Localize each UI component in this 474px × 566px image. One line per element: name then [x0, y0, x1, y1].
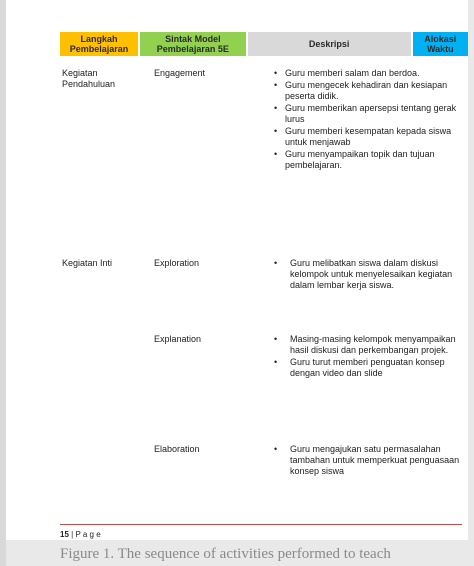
page-label: | P a g e: [71, 530, 101, 539]
figure-caption: Figure 1. The sequence of activities performed to teach: [60, 546, 391, 562]
lesson-table: [60, 32, 468, 476]
header-langkah: Langkah Pembelajaran: [60, 32, 138, 56]
list-item: • Guru memberi salam dan berdoa.: [274, 68, 464, 79]
row-description: [274, 258, 464, 292]
table-row: [60, 444, 468, 514]
row-phase: Explanation: [154, 334, 202, 344]
list-item: • Guru mengecek kehadiran dan kesiapan peserta didik.: [274, 80, 464, 102]
footer-divider: [60, 524, 462, 525]
row-description: [274, 444, 464, 478]
list-item: • Guru menyampaikan topik dan tujuan pembelajaran.: [274, 149, 464, 171]
page-number: 15: [60, 530, 69, 539]
table-row: [60, 258, 468, 328]
page-footer: [60, 530, 101, 539]
list-item: • Guru memberi kesempatan kepada siswa untuk menjawab: [274, 126, 464, 148]
row-step: Kegiatan Inti: [62, 258, 113, 268]
row-phase: Elaboration: [154, 444, 200, 454]
row-description: [274, 68, 464, 172]
row-phase: Exploration: [154, 258, 200, 268]
header-deskripsi: Deskripsi: [248, 32, 411, 56]
header-alokasi: Alokasi Waktu: [413, 32, 468, 56]
list-item: • Guru mengajukan satu permasalahan tambahan untuk memperkuat penguasaan konsep siswa: [274, 444, 464, 477]
table-header: [60, 32, 468, 56]
list-item: • Guru melibatkan siswa dalam diskusi kelompok untuk menyelesaikan kegiatan dalam lembar kerja siswa.: [274, 258, 464, 291]
list-item: • Guru memberikan apersepsi tentang gerak lurus: [274, 103, 464, 125]
row-description: [274, 334, 464, 380]
row-step: Kegiatan Pendahuluan: [62, 68, 116, 89]
list-item: • Masing-masing kelompok menyampaikan hasil diskusi dan perkembangan projek.: [274, 334, 464, 356]
table-row: [60, 68, 468, 248]
row-phase: Engagement: [154, 68, 206, 78]
header-sintak: Sintak Model Pembelajaran 5E: [140, 32, 246, 56]
table-row: [60, 334, 468, 434]
list-item: • Guru turut memberi penguatan konsep dengan video dan slide: [274, 357, 464, 379]
